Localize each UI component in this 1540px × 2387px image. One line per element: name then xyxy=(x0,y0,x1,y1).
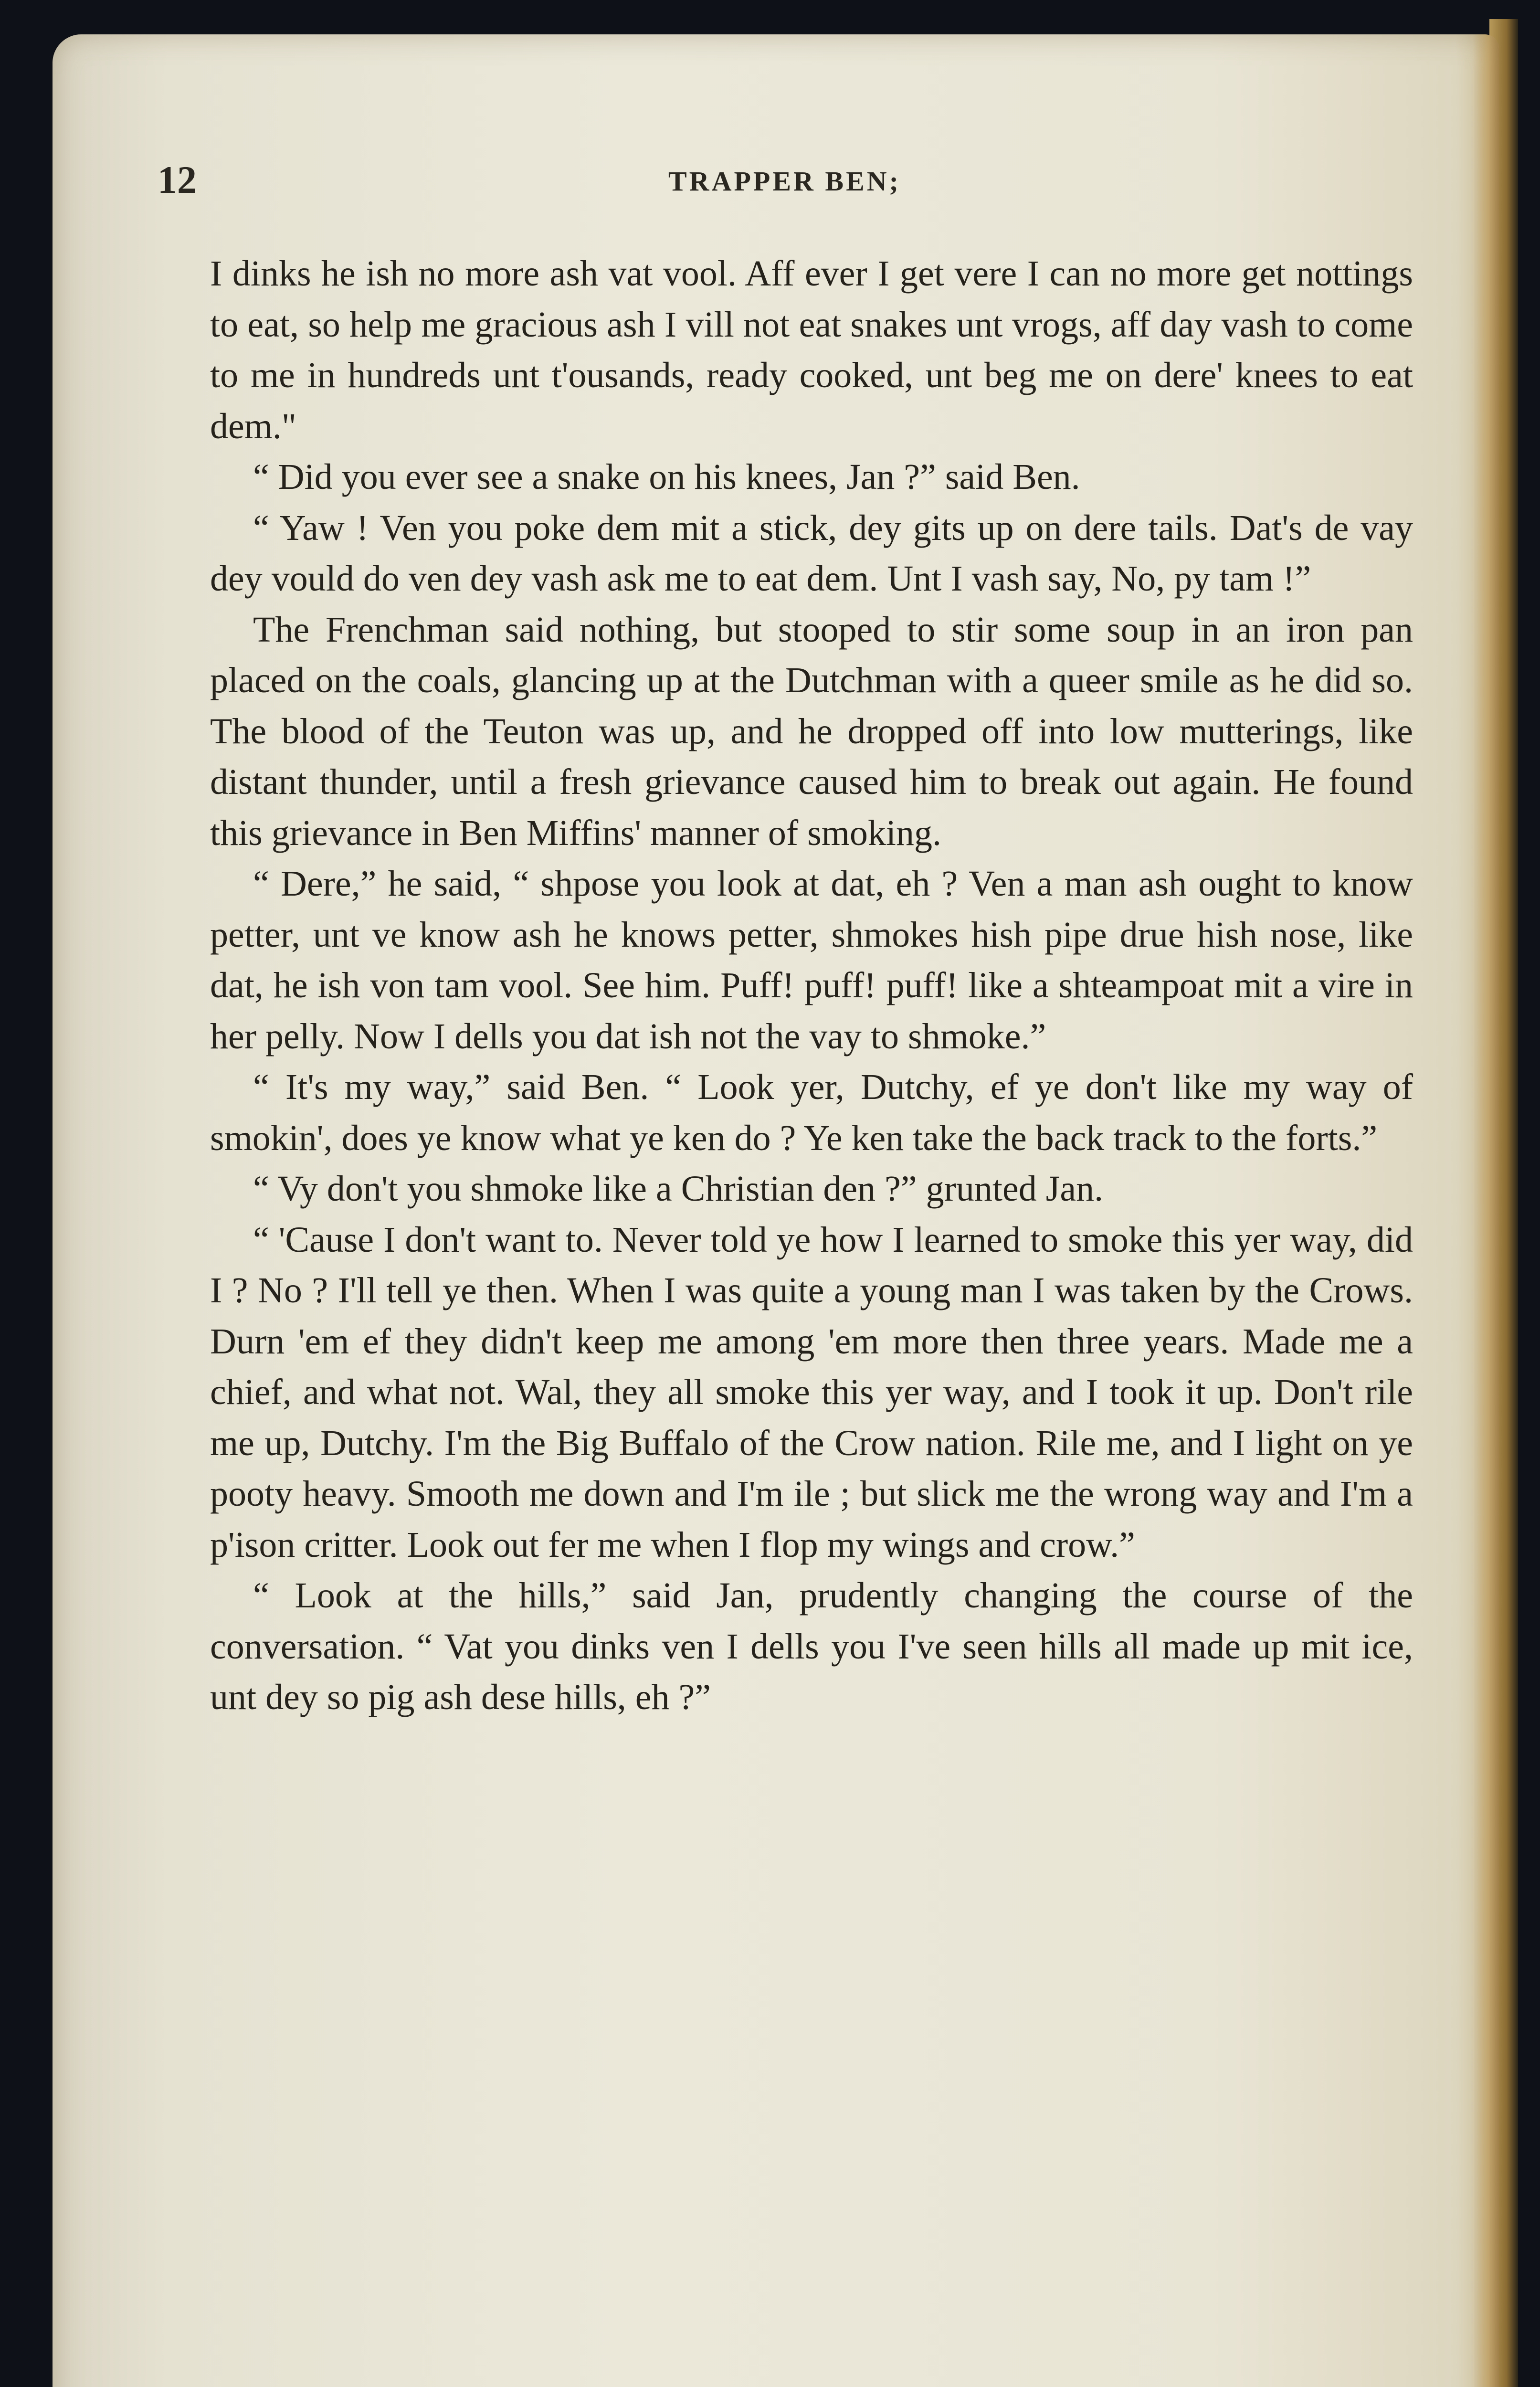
paragraph: “ Look at the hills,” said Jan, prudently changing the course of the conversation. “ Vat you dinks ven I dells you I've seen hills all made up mit ice, unt dey so pig ash dese hills, eh ?” xyxy=(210,1575,1413,1717)
page-number: 12 xyxy=(158,158,197,201)
page-header xyxy=(158,158,1423,210)
paragraph: The Frenchman said nothing, but stooped to stir some soup in an iron pan placed on the coals, glancing up at the Dutchman with a queer smile as he did so. The blood of the Teuton was up, and he dropped off into low mutterings, like distant thunder, until a fresh grievance caused him to break out again. He found this grievance in Ben Miffins' manner of smoking. xyxy=(210,609,1413,853)
paragraph: “ It's my way,” said Ben. “ Look yer, Dutchy, ef ye don't like my way of smokin', does ye know what ye ken do ? Ye ken take the back track to the forts.” xyxy=(210,1067,1413,1158)
paragraph: “ Vy don't you shmoke like a Christian den ?” grunted Jan. xyxy=(253,1169,1104,1209)
paragraph: I dinks he ish no more ash vat vool. Aff ever I get vere I can no more get nottings to eat, so help me gracious ash I vill not eat snakes unt vrogs, aff day vash to come to me in hundreds unt t'ousands, ready cooked, unt beg me on dere' knees to eat dem." xyxy=(210,253,1413,446)
paragraph: “ Dere,” he said, “ shpose you look at dat, eh ? Ven a man ash ought to know petter, unt ve know ash he knows petter, shmokes hish pipe drue hish nose, like dat, he ish von tam vool. See him. Puff! puff! puff! like a shteampoat mit a vire in her pelly. Now I dells you dat ish not the vay to shmoke.” xyxy=(210,864,1413,1056)
paragraph: “ 'Cause I don't want to. Never told ye how I learned to smoke this yer way, did I ? No ? I'll tell ye then. When I was quite a young man I was taken by the Crows. Durn 'em ef they didn't keep me among 'em more then three years. Made me a chief, and what not. Wal, they all smoke this yer way, and I took it up. Don't rile me up, Dutchy. I'm the Big Buffalo of the Crow nation. Rile me, and I light on ye pooty heavy. Smooth me down and I'm ile ; but slick me the wrong way and I'm a p'ison critter. Look out fer me when I flop my wings and crow.” xyxy=(210,1219,1413,1565)
paragraph: “ Did you ever see a snake on his knees, Jan ?” said Ben. xyxy=(253,457,1080,497)
body-text xyxy=(210,248,1413,1723)
paragraph: “ Yaw ! Ven you poke dem mit a stick, dey gits up on dere tails. Dat's de vay dey vould do ven dey vash ask me to eat dem. Unt I vash say, No, py tam !” xyxy=(210,507,1413,599)
running-head: TRAPPER BEN; xyxy=(668,166,901,197)
